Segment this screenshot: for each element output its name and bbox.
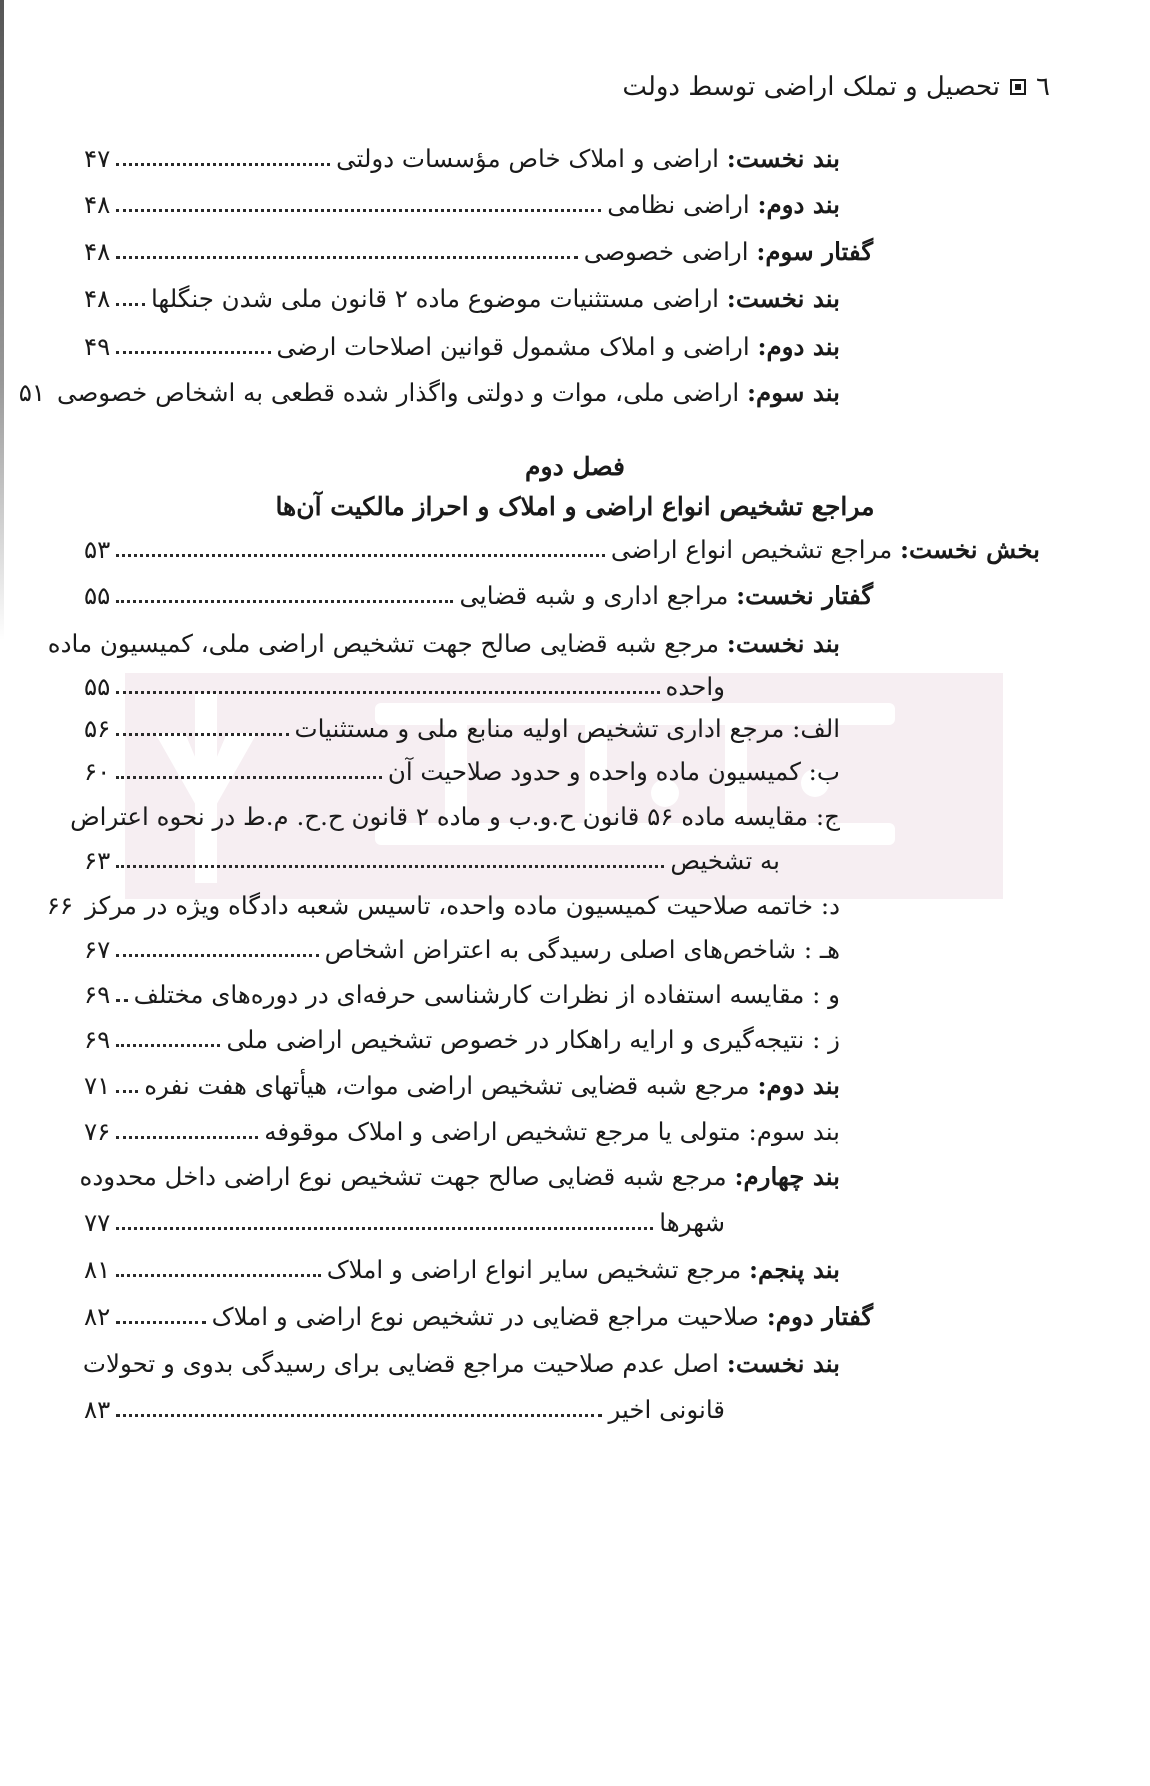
text-span: به تشخیص xyxy=(670,846,780,875)
text-span: بند چهارم: xyxy=(734,1162,840,1191)
text-span: بخش نخست: xyxy=(900,535,1040,564)
text-span: الف: مرجع اداری تشخیص اولیه منابع ملی و مستثنیات xyxy=(294,714,840,743)
page-ref: ۶۷ xyxy=(84,935,111,964)
chapter-title: مراجع تشخیص انواع اراضی و املاک و احراز مالکیت آن‌ها xyxy=(275,492,875,521)
text-span: بند نخست: xyxy=(726,144,840,173)
entry-text xyxy=(611,530,1040,570)
toc-entry-first-line xyxy=(84,1344,840,1384)
page-ref: ۵۶ xyxy=(84,714,111,743)
text-span: بند سوم: xyxy=(747,378,840,407)
toc-entry-continuation xyxy=(84,1390,725,1430)
text-span: مراجع اداری و شبه قضایی xyxy=(459,581,729,610)
toc-entry xyxy=(84,327,840,367)
text-span: گفتار نخست: xyxy=(736,581,873,610)
page-ref: ۵۵ xyxy=(84,672,111,701)
text-span: اصل عدم صلاحیت مراجع قضایی برای رسیدگی بدوی و تحولات xyxy=(82,1349,719,1378)
text-span: و : مقایسه استفاده از نظرات کارشناسی حرفه‌ای در دوره‌های مختلف xyxy=(133,980,840,1009)
page-ref: ۸۲ xyxy=(84,1302,111,1331)
text-span: بند سوم: متولی یا مرجع تشخیص اراضی و املاک موقوفه xyxy=(264,1117,840,1146)
leader-dots xyxy=(116,302,145,306)
page-ref: ۵۱ xyxy=(18,378,46,407)
toc-entry xyxy=(84,1297,873,1337)
leader-dots xyxy=(116,1089,138,1093)
toc-entry xyxy=(84,530,1040,570)
leader-dots xyxy=(116,690,659,694)
running-title: تحصیل و تملک اراضی توسط دولت xyxy=(622,72,1001,102)
page-ref: ۷۷ xyxy=(84,1208,111,1237)
text-span: اراضی و املاک مشمول قوانین اصلاحات ارضی xyxy=(276,332,750,361)
text-span: بند پنجم: xyxy=(749,1255,840,1284)
toc-entry xyxy=(84,576,873,616)
entry-text xyxy=(212,1297,873,1337)
page-ref: ۴۸ xyxy=(84,190,111,219)
text-span: مرجع شبه قضایی صالح جهت تشخیص اراضی ملی، کمیسیون ماده xyxy=(47,629,719,658)
text-span: اراضی و املاک خاص مؤسسات دولتی xyxy=(336,144,719,173)
page-ref: ۵۵ xyxy=(84,581,111,610)
page-ref: ۸۱ xyxy=(84,1255,111,1284)
page-ref: ۸۳ xyxy=(84,1395,111,1424)
leader-dots xyxy=(116,775,382,779)
page-number: ٦ xyxy=(1036,72,1050,102)
text-span: گفتار سوم: xyxy=(756,237,873,266)
leader-dots xyxy=(116,1273,320,1277)
running-head xyxy=(560,72,1050,102)
text-span: قانونی اخیر xyxy=(608,1395,725,1424)
text-span: اراضی نظامی xyxy=(607,190,750,219)
page-ref: ۶۰ xyxy=(84,757,111,786)
toc-entry-continuation xyxy=(84,1203,725,1243)
toc-entry xyxy=(84,279,840,319)
toc-entry-first-line xyxy=(70,797,840,837)
toc-entry xyxy=(18,373,840,413)
toc-entry xyxy=(84,975,840,1015)
entry-text xyxy=(607,185,840,225)
chapter-label: فصل دوم xyxy=(525,452,625,481)
leader-dots xyxy=(116,1135,258,1139)
leader-dots xyxy=(116,208,601,212)
leader-dots xyxy=(116,553,605,557)
text-span: د: خاتمه صلاحیت کمیسیون ماده واحده، تاسیس شعبه دادگاه ویژه در مرکز xyxy=(85,891,840,920)
leader-dots xyxy=(116,1043,220,1047)
text-span: مرجع شبه قضایی تشخیص اراضی موات، هیأتهای هفت نفره xyxy=(144,1071,750,1100)
page-ref: ۷۱ xyxy=(84,1071,111,1100)
text-span: هـ : شاخص‌های اصلی رسیدگی به اعتراض اشخاص xyxy=(324,935,840,964)
entry-text xyxy=(144,1066,840,1106)
text-span: گفتار دوم: xyxy=(766,1302,873,1331)
text-span: ب: کمیسیون ماده واحده و حدود صلاحیت آن xyxy=(387,757,840,786)
page-ref: ۶۳ xyxy=(84,846,111,875)
toc-entry-first-line xyxy=(79,1157,840,1197)
entry-text xyxy=(584,232,873,272)
toc-entry xyxy=(84,1112,840,1152)
text-span: مراجع تشخیص انواع اراضی xyxy=(610,535,893,564)
text-span: بند دوم: xyxy=(757,190,840,219)
text-span: اراضی خصوصی xyxy=(583,237,749,266)
square-bullet-icon xyxy=(1010,79,1026,95)
page-ref: ۴۹ xyxy=(84,332,111,361)
toc-entry-continuation xyxy=(84,841,780,881)
page-ref: ۷۶ xyxy=(84,1117,111,1146)
text-span: اراضی ملی، موات و دولتی واگذار شده قطعی به اشخاص خصوصی xyxy=(57,378,740,407)
page-ref: ۶۹ xyxy=(84,980,111,1009)
entry-text xyxy=(459,576,873,616)
text-span: بند دوم: xyxy=(757,332,840,361)
text-span: اراضی مستثنیات موضوع ماده ۲ قانون ملی شدن جنگلها xyxy=(150,284,719,313)
leader-dots xyxy=(116,998,127,1002)
text-span: ز : نتیجه‌گیری و ارایه راهکار در خصوص تشخیص اراضی ملی xyxy=(226,1025,840,1054)
leader-dots xyxy=(116,864,664,868)
entry-text xyxy=(151,279,840,319)
text-span: شهرها xyxy=(659,1208,725,1237)
text-span: مرجع تشخیص سایر انواع اراضی و املاک xyxy=(326,1255,742,1284)
text-span: واحده xyxy=(665,672,725,701)
page-ref: ۵۳ xyxy=(84,535,111,564)
toc-entry xyxy=(84,232,873,272)
text-span: صلاحیت مراجع قضایی در تشخیص نوع اراضی و املاک xyxy=(211,1302,759,1331)
entry-text xyxy=(57,373,840,413)
leader-dots xyxy=(116,732,288,736)
toc-entry xyxy=(84,752,840,792)
toc-entry xyxy=(84,709,840,749)
leader-dots xyxy=(116,255,577,259)
leader-dots xyxy=(116,1413,602,1417)
page-ref: ۴۷ xyxy=(84,144,111,173)
leader-dots xyxy=(116,162,330,166)
toc-entry xyxy=(84,185,840,225)
binding-edge xyxy=(0,0,4,640)
toc-entry xyxy=(84,1020,840,1060)
page-ref: ۴۸ xyxy=(84,237,111,266)
text-span: بند نخست: xyxy=(726,1349,840,1378)
text-span: بند نخست: xyxy=(726,629,840,658)
page-ref: ۶۹ xyxy=(84,1025,111,1054)
leader-dots xyxy=(116,1226,653,1230)
toc-entry xyxy=(84,1250,840,1290)
toc-entry xyxy=(84,139,840,179)
leader-dots xyxy=(116,1320,205,1324)
leader-dots xyxy=(116,599,453,603)
text-span: بند نخست: xyxy=(726,284,840,313)
text-span: مرجع شبه قضایی صالح جهت تشخیص نوع اراضی داخل محدوده xyxy=(79,1162,727,1191)
toc-entry xyxy=(46,886,840,926)
page-ref: ۶۶ xyxy=(46,891,74,920)
text-span: ج: مقایسه ماده ۵۶ قانون ح.و.ب و ماده ۲ قانون ح.ح. م.ط در نحوه اعتراض xyxy=(70,802,840,831)
toc-entry xyxy=(84,1066,840,1106)
entry-text xyxy=(327,1250,840,1290)
leader-dots xyxy=(116,953,318,957)
entry-text xyxy=(277,327,840,367)
page-ref: ۴۸ xyxy=(84,284,111,313)
leader-dots xyxy=(116,350,270,354)
toc-entry xyxy=(84,930,840,970)
text-span: بند دوم: xyxy=(757,1071,840,1100)
toc-entry-continuation xyxy=(84,667,725,707)
entry-text xyxy=(336,139,840,179)
toc-entry-first-line xyxy=(47,624,840,664)
